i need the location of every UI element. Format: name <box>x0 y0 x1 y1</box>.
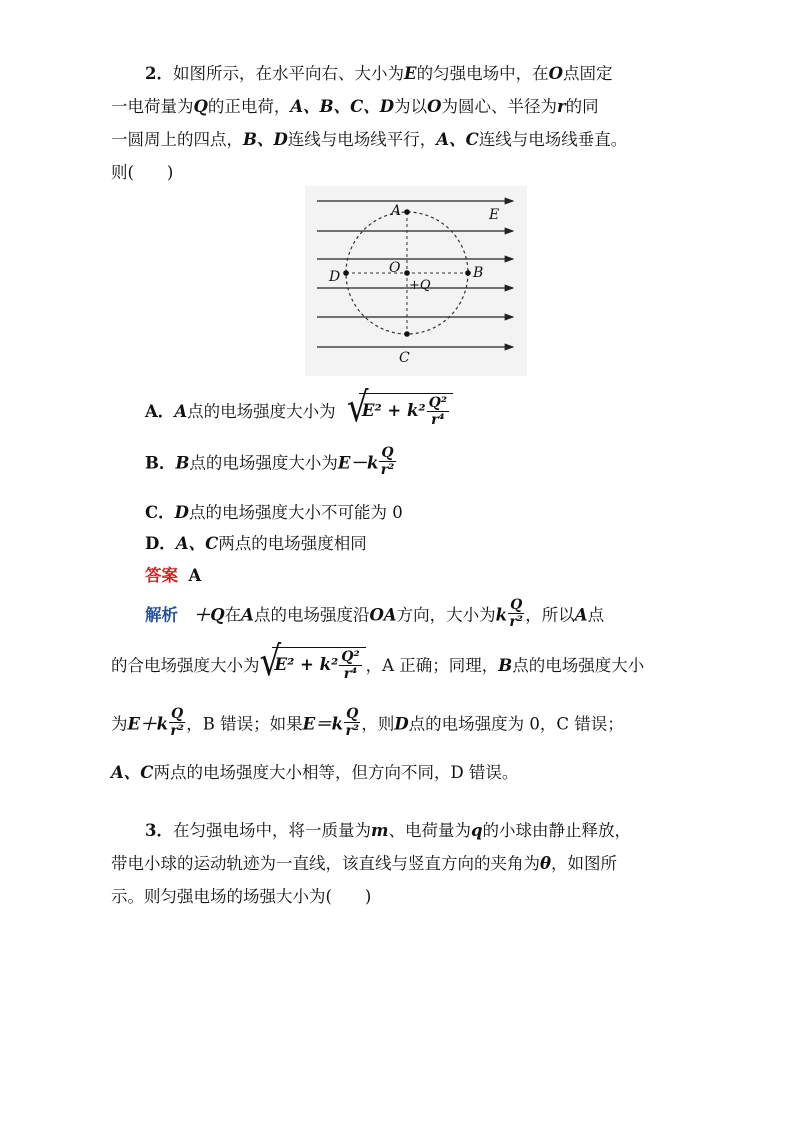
q2-line-2: 一电荷量为Q的正电荷，A、B、C、D为以O为圆心、半径为r的同 <box>111 97 599 116</box>
electric-field-figure <box>305 186 527 376</box>
point-d <box>343 270 349 276</box>
option-d: D．A、C两点的电场强度相同 <box>145 534 367 553</box>
analysis-label: 解析 <box>145 605 178 625</box>
answer-label: 答案 <box>145 566 178 585</box>
analysis-line-3: 为E＋k $\frac{Q}{\text{r²}}$ ，B 错误；如果E＝k $\frac{Q}{\text{r²}}$ ，则D点的电场强度为 0，C 错误； <box>111 706 624 739</box>
point-b <box>465 270 471 276</box>
label-e: E <box>489 207 500 223</box>
q3-line-3: 示。则匀强电场的场强大小为( ) <box>111 887 372 906</box>
label-b: B <box>473 265 484 281</box>
label-a: A <box>391 203 402 219</box>
answer-value: A <box>188 566 202 585</box>
label-q: +Q <box>409 278 431 293</box>
analysis-line-1: 解析 ＋Q在A点的电场强度沿OA方向，大小为k $\frac{Q}{\text{r²}}$ ，所以A点 <box>145 597 605 630</box>
answer <box>145 562 201 586</box>
sqrt-expression-analysis: √ E² + k² $\frac{\text{Q²}}{\text{r⁴}}$ <box>260 647 366 681</box>
analysis-line-4: A、C两点的电场强度大小相等，但方向不同，D 错误。 <box>111 763 519 782</box>
sqrt-expression-a: √ E² + k² $\frac{\text{Q²}}{\text{r⁴}}$ <box>347 393 453 427</box>
option-c: C．D点的电场强度大小不可能为 0 <box>145 503 403 522</box>
q3-line-1: 3．在匀强电场中，将一质量为m、电荷量为q的小球由静止释放， <box>145 821 631 840</box>
option-b: B．B点的电场强度大小为E－k $\frac{Q}{\text{r²}}$ <box>145 445 395 478</box>
label-o: O <box>389 260 401 276</box>
q2-number: 2． <box>145 64 173 83</box>
point-a <box>404 209 410 215</box>
q2-line-3: 一圆周上的四点，B、D连线与电场线平行，A、C连线与电场线垂直。 <box>111 130 628 149</box>
q3-line-2: 带电小球的运动轨迹为一直线，该直线与竖直方向的夹角为θ，如图所 <box>111 854 618 873</box>
q2-line-1: 2．如图所示，在水平向右、大小为E的匀强电场中，在O点固定 <box>145 64 613 83</box>
point-c <box>404 331 410 337</box>
option-a: A．A点的电场强度大小为 √ E² + k² $\frac{\text{Q²}}{\text{r⁴}}$ <box>145 393 453 427</box>
analysis-line-2: 的合电场强度大小为 √ E² + k² $\frac{\text{Q²}}{\text{r⁴}}$ ，A 正确；同理，B点的电场强度大小 <box>111 638 645 686</box>
q3-number: 3． <box>145 821 173 840</box>
q2-line-4: 则( ) <box>111 163 174 182</box>
label-d: D <box>329 269 341 285</box>
label-c: C <box>399 350 410 366</box>
point-o <box>404 270 410 276</box>
